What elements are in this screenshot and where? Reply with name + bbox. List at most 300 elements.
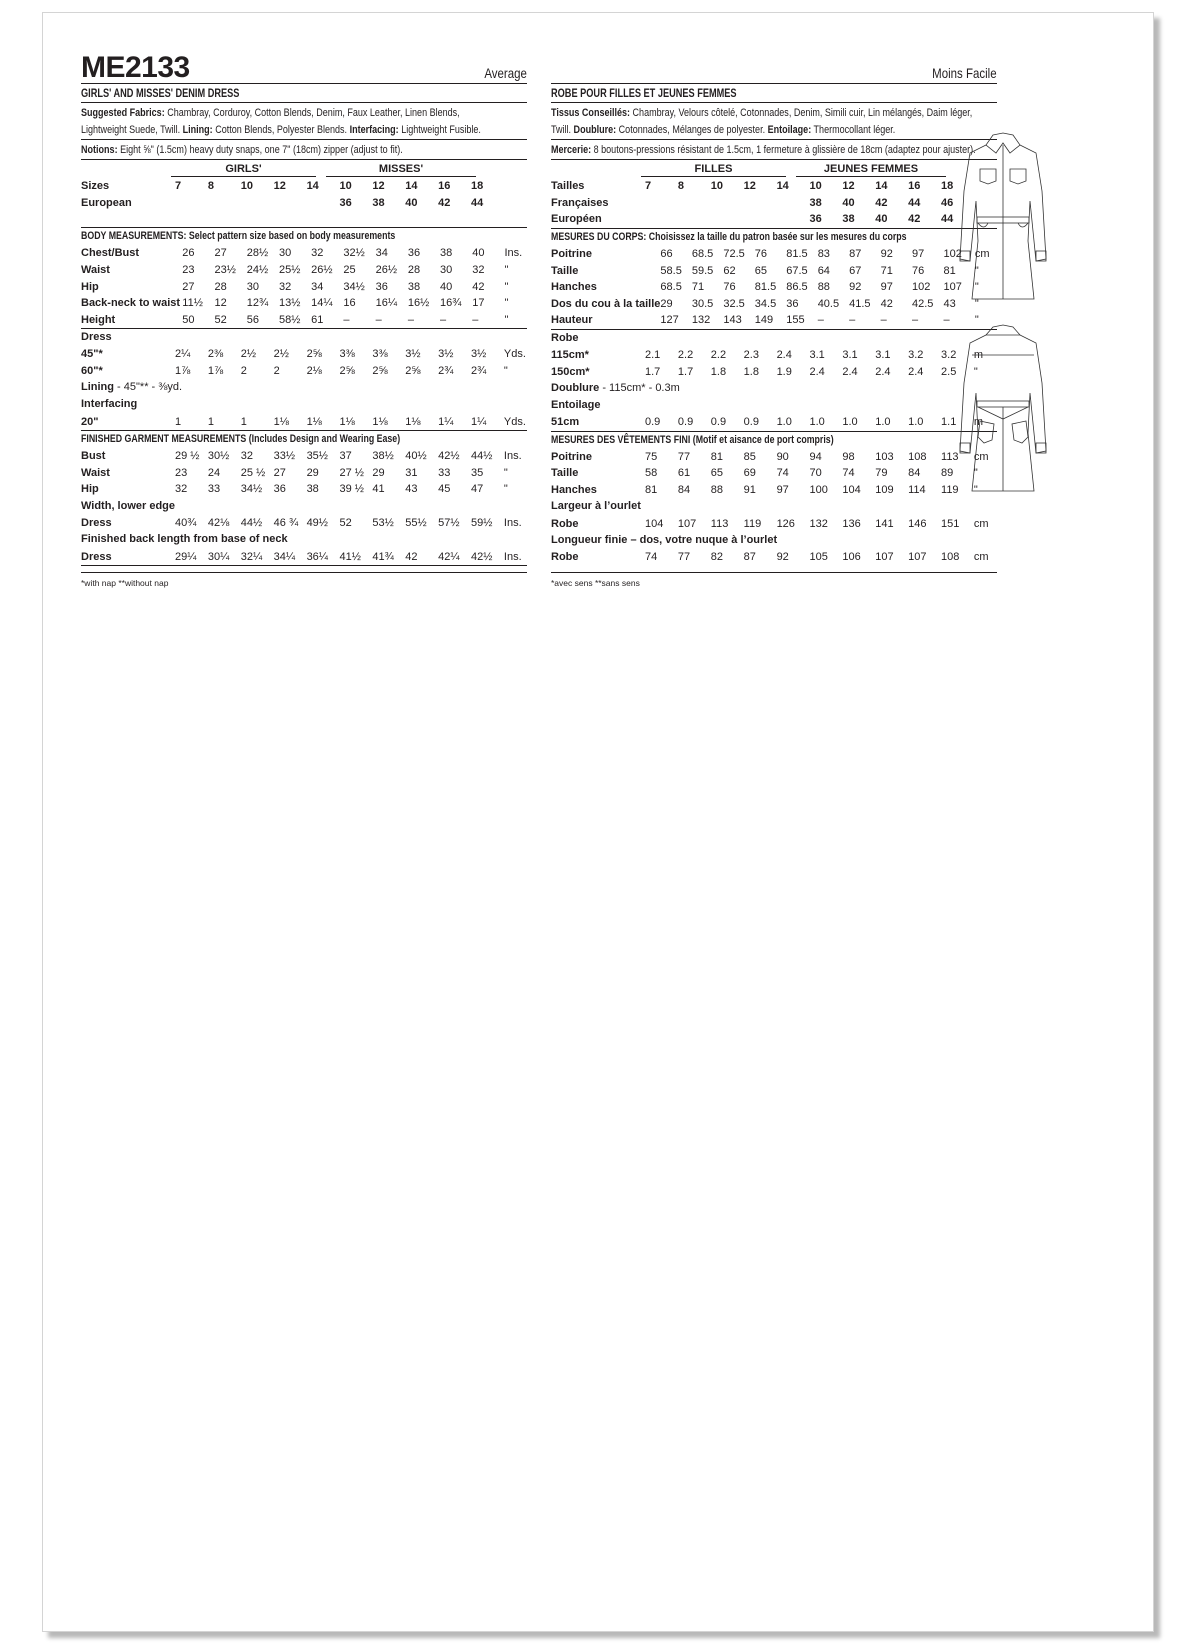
cell-value: 36¼ [306, 550, 328, 563]
group-jeunes-femmes: JEUNES FEMMES [796, 163, 946, 177]
cell-value: 33½ [273, 450, 296, 463]
cell-value: 98 [842, 450, 855, 463]
cell-value: 1.0 [776, 416, 792, 429]
dress-yardage-title-fr: Robe [551, 331, 579, 344]
cell-value: 107 [943, 281, 962, 294]
unit [504, 178, 527, 195]
cell-value: 42 [908, 213, 921, 226]
cell-value: 81 [710, 450, 724, 463]
cell-value [307, 195, 340, 212]
cell-value: 46 ¾ [273, 517, 299, 530]
cell-value: 44½ [240, 517, 263, 530]
interfacing-table [81, 413, 527, 431]
pattern-title: GIRLS' AND MISSES' DENIM DRESS [81, 84, 527, 103]
cell-value: 38 [809, 196, 822, 209]
cell-value: 102 [943, 248, 962, 261]
cell-value: 33 [207, 483, 221, 496]
cell-value: 31 [405, 466, 418, 479]
cell-value: 92 [776, 551, 789, 564]
cell-value: – [440, 313, 447, 326]
cell-value: 67 [849, 264, 862, 277]
cell-value: 72.5 [723, 248, 745, 261]
cell-value: 0.9 [677, 416, 694, 429]
cell-value: – [472, 313, 479, 326]
cell-value: 143 [723, 314, 742, 327]
cell-value: 40 [842, 196, 855, 209]
cell-value [678, 195, 711, 212]
cell-value: 28½ [246, 247, 269, 260]
unit: cm [973, 517, 989, 530]
cell-value: 86.5 [786, 281, 808, 294]
cell-value: 16½ [407, 297, 430, 310]
cell-value: – [943, 314, 950, 327]
cell-value: 13½ [278, 297, 301, 310]
cell-value: 103 [875, 450, 894, 463]
cell-value: 92 [880, 248, 893, 261]
cell-value: 36 [407, 247, 421, 260]
cell-value: 38 [372, 196, 385, 209]
sizes-table-fr [551, 178, 997, 229]
row-label: Hauteur [551, 314, 593, 327]
cell-value: 1⅛ [273, 415, 289, 428]
cell-value: 52 [339, 517, 352, 530]
unit: Ins. [504, 247, 523, 260]
table-row [551, 482, 997, 499]
cell-value: 2¼ [175, 348, 191, 361]
cell-value: 2⅛ [306, 365, 322, 378]
unit: " [503, 466, 508, 479]
cell-value: 119 [743, 517, 762, 530]
unit: " [504, 280, 509, 293]
cell-value: 24 [207, 466, 221, 479]
row-label: Dress [81, 550, 112, 563]
cell-value: – [912, 314, 919, 327]
cell-value: 65 [754, 264, 768, 277]
cell-value: 42 [438, 196, 451, 209]
table-row [551, 347, 997, 364]
unit: " [504, 297, 509, 310]
cell-value: 58.5 [660, 264, 682, 277]
cell-value [241, 195, 274, 212]
unit [504, 195, 527, 212]
cell-value: 1.0 [809, 416, 825, 429]
size-group-headers [81, 160, 527, 178]
dress-back-illustration [958, 323, 1048, 493]
cell-value: 1⅛ [339, 415, 355, 428]
cell-value: 1⅞ [175, 365, 191, 378]
cell-value: 119 [941, 484, 959, 497]
cell-value: 74 [776, 467, 789, 480]
cell-value: 36 [273, 483, 286, 496]
cell-value: 37 [339, 450, 352, 463]
cell-value: 47 [471, 483, 484, 496]
unit: cm [973, 551, 989, 564]
cell-value: 34.5 [754, 297, 777, 310]
cell-value: 16 [343, 297, 356, 310]
cell-value: 27 [273, 466, 286, 479]
row-label: 60"* [81, 365, 103, 378]
cell-value: 97 [776, 484, 789, 497]
cell-value [645, 195, 678, 212]
cell-value: 40 [875, 213, 888, 226]
table-row [551, 312, 997, 329]
cell-value [711, 195, 744, 212]
pattern-code: ME2133 [81, 51, 190, 84]
cell-value: 107 [908, 551, 927, 564]
cell-value [711, 211, 744, 228]
cell-value: 45 [438, 483, 451, 496]
cell-value: 34¼ [273, 550, 296, 563]
cell-value: 3.1 [809, 349, 825, 362]
cell-value: 23½ [214, 264, 236, 277]
cell-value: 81.5 [786, 248, 808, 261]
cell-value: 88 [710, 484, 724, 497]
row-label: Robe [551, 517, 579, 530]
cell-value: 42½ [438, 450, 460, 463]
unit: " [504, 264, 509, 277]
cell-value: 7 [175, 180, 182, 193]
cell-value: 32½ [343, 247, 365, 260]
cell-value: 2.3 [743, 349, 759, 362]
cell-value: 36 [786, 297, 799, 310]
header [81, 47, 527, 84]
cell-value: – [849, 314, 856, 327]
cell-value: 10 [240, 180, 254, 193]
unit: " [973, 467, 978, 480]
cell-value: 14¼ [311, 297, 333, 310]
cell-value: 97 [880, 281, 893, 294]
cell-value: 33 [438, 466, 451, 479]
cell-value: 34 [311, 280, 324, 293]
cell-value: 29¼ [175, 550, 197, 563]
cell-value: 34½ [343, 280, 365, 293]
cell-value: 29 [306, 466, 319, 479]
finished-measurements-title-fr: MESURES DES VÊTEMENTS FINI (Motif et aisance de port compris) [551, 433, 834, 446]
cell-value: 44½ [471, 450, 493, 463]
header-fr [551, 47, 997, 84]
cell-value: 29 [372, 466, 385, 479]
dress-yardage-title: Dress [81, 331, 112, 344]
cell-value: 1.9 [776, 365, 792, 378]
cell-value: 12 [214, 297, 227, 310]
cell-value: 2⅝ [372, 365, 388, 378]
cell-value: – [375, 313, 382, 326]
table-row [81, 312, 527, 329]
cell-value: 1.7 [645, 365, 661, 378]
row-label: Françaises [551, 196, 609, 209]
cell-value: 28 [214, 280, 227, 293]
cell-value: – [817, 314, 824, 327]
cell-value: 30.5 [691, 297, 714, 310]
row-label: European [81, 196, 132, 209]
dress-front-illustration [958, 131, 1048, 301]
difficulty-level-fr: Moins Facile [932, 65, 997, 81]
cell-value: 27 ½ [339, 466, 364, 479]
table-row [81, 448, 527, 465]
cell-value [678, 211, 711, 228]
cell-value: 2.1 [645, 349, 661, 362]
table-row [551, 449, 997, 466]
group-filles: FILLES [641, 163, 786, 177]
cell-value: – [880, 314, 887, 327]
cell-value: 76 [754, 248, 768, 261]
table-row [551, 279, 997, 296]
row-label: Sizes [81, 180, 110, 193]
table-row [551, 246, 997, 263]
cell-value: 30 [278, 247, 292, 260]
cell-value: 0.9 [710, 416, 727, 429]
cell-value: 126 [776, 517, 795, 530]
cell-value: 25 ½ [240, 466, 266, 479]
cell-value: 3⅜ [339, 348, 355, 361]
cell-value: 23 [182, 264, 195, 277]
cell-value: 42 [472, 280, 485, 293]
cell-value: 1.0 [842, 416, 858, 429]
cell-value: 1¼ [471, 415, 487, 428]
cell-value: 42 [405, 550, 418, 563]
cell-value: 8 [207, 180, 215, 193]
cell-value: 42 [880, 297, 893, 310]
cell-value: 0.9 [645, 416, 661, 429]
cell-value: 18 [471, 180, 484, 193]
cell-value: 32 [278, 280, 292, 293]
cell-value: 36 [375, 280, 388, 293]
cell-value: 104 [842, 484, 861, 497]
cell-value: 30 [246, 280, 259, 293]
cell-value: 32¼ [240, 550, 263, 563]
english-column [81, 47, 527, 588]
cell-value: 3½ [405, 348, 421, 361]
cell-value: 62 [723, 264, 736, 277]
cell-value: 94 [809, 450, 822, 463]
cell-value: 40 [440, 280, 453, 293]
cell-value: 113 [941, 450, 959, 463]
table-row [81, 515, 527, 532]
unit: Ins. [503, 550, 522, 563]
cell-value: 3.1 [875, 349, 891, 362]
cell-value: 1⅛ [405, 415, 421, 428]
cell-value: 149 [754, 314, 774, 327]
row-label: Back-neck to waist [81, 297, 181, 310]
cell-value: 14 [875, 180, 888, 193]
cell-value: 76 [723, 281, 736, 294]
cell-value: 61 [311, 313, 324, 326]
cell-value: 41 [372, 483, 385, 496]
cell-value: 1¼ [438, 415, 454, 428]
cell-value: 3⅜ [372, 348, 388, 361]
table-row [551, 178, 997, 195]
cell-value [274, 195, 307, 212]
cell-value: 16 [438, 180, 451, 193]
unit: " [974, 281, 979, 294]
cell-value: 100 [809, 484, 828, 497]
cell-value: 2¾ [471, 365, 487, 378]
cell-value: 2⅝ [339, 365, 355, 378]
cell-value: 38 [306, 483, 319, 496]
cell-value: 8 [677, 180, 685, 193]
unit: " [974, 297, 979, 310]
cell-value: 2½ [273, 348, 289, 361]
notions-paragraph: Notions: Eight ⅝" (1.5cm) heavy duty snaps, one 7" (18cm) zipper (adjust to fit). [81, 140, 527, 160]
cell-value: 10 [710, 180, 724, 193]
table-row [551, 296, 997, 313]
size-group-headers-fr [551, 160, 997, 178]
cell-value: 40 [472, 247, 485, 260]
cell-value: 44 [941, 213, 954, 226]
cell-value: 50 [182, 313, 195, 326]
cell-value: 14 [776, 180, 789, 193]
cell-value: 97 [912, 248, 925, 261]
table-row [81, 363, 527, 380]
cell-value: 66 [660, 248, 673, 261]
cell-value: 1 [240, 415, 247, 428]
cell-value: 25 [343, 264, 356, 277]
cell-value: 108 [908, 450, 927, 463]
row-label: Waist [81, 466, 110, 479]
row-label: 51cm [551, 416, 580, 429]
cell-value: 3.2 [941, 349, 957, 362]
cell-value: 28 [407, 264, 421, 277]
cell-value: 2.2 [677, 349, 694, 362]
cell-value: 127 [660, 314, 679, 327]
unit: " [974, 264, 979, 277]
table-row [81, 346, 527, 363]
cell-value: 59.5 [691, 264, 714, 277]
cell-value: 2 [273, 365, 280, 378]
cell-value: 59½ [471, 517, 493, 530]
unit: " [973, 365, 978, 378]
cell-value: 91 [743, 484, 756, 497]
row-label: Poitrine [551, 450, 592, 463]
cell-value: 132 [809, 517, 828, 530]
cell-value: 102 [912, 281, 931, 294]
cell-value: 107 [875, 551, 894, 564]
table-row [81, 481, 527, 498]
footnote-fr: *avec sens **sans sens [551, 577, 640, 588]
cell-value: 74 [842, 467, 855, 480]
cell-value: 30 [440, 264, 453, 277]
cell-value: 12¾ [246, 297, 269, 310]
cell-value: 141 [875, 517, 894, 530]
cell-value: 2.2 [710, 349, 727, 362]
pattern-title-fr: ROBE POUR FILLES ET JEUNES FEMMES [551, 84, 997, 103]
cell-value: 17 [472, 297, 485, 310]
unit: cm [974, 248, 990, 261]
fabrics-paragraph-fr: Tissus Conseillés: Chambray, Velours côtelé, Cotonnades, Denim, Simili cuir, Lin mélangés, Daim léger, Twill. Doublure: Cotonnades, Mélanges de polyester. Entoilage: Thermocollant léger. [551, 103, 997, 140]
row-label: 150cm* [551, 365, 590, 378]
width-table [81, 515, 527, 532]
cell-value [777, 195, 810, 212]
cell-value: 10 [809, 180, 822, 193]
cell-value: 2¾ [438, 365, 454, 378]
cell-value: 26 [182, 247, 195, 260]
row-label: Taille [551, 264, 579, 277]
row-label: Dos du cou à la taille [551, 297, 661, 310]
cell-value: 40.5 [817, 297, 840, 310]
row-label: Height [81, 313, 116, 326]
cell-value: 89 [941, 467, 954, 480]
length-table-fr [551, 549, 997, 566]
length-table [81, 548, 527, 566]
row-label: Hip [81, 483, 99, 496]
cell-value: 76 [912, 264, 925, 277]
cell-value: 1.0 [908, 416, 924, 429]
cell-value: 106 [842, 551, 861, 564]
table-row [81, 262, 527, 279]
cell-value: 1.8 [743, 365, 759, 378]
cell-value: 16¾ [440, 297, 462, 310]
cell-value: 41¾ [372, 550, 394, 563]
cell-value: 40½ [405, 450, 427, 463]
cell-value: 2⅝ [306, 348, 322, 361]
cell-value: 3½ [438, 348, 454, 361]
cell-value: 84 [677, 484, 691, 497]
cell-value: 87 [849, 248, 862, 261]
interfacing-title: Interfacing [81, 398, 138, 411]
row-label: 45"* [81, 348, 103, 361]
cell-value: 71 [880, 264, 893, 277]
cell-value: 40 [405, 196, 418, 209]
cell-value: 23 [175, 466, 188, 479]
cell-value: 41.5 [849, 297, 871, 310]
cell-value: 146 [908, 517, 927, 530]
cell-value: 34 [375, 247, 388, 260]
unit: " [503, 365, 508, 378]
table-row [81, 195, 527, 212]
cell-value: 69 [743, 467, 756, 480]
cell-value: 1.7 [677, 365, 694, 378]
row-label: 20" [81, 415, 99, 428]
cell-value: 12 [372, 180, 385, 193]
width-title-fr: Largeur à l’ourlet [551, 500, 641, 513]
table-row [551, 262, 997, 279]
cell-value: 65 [710, 467, 724, 480]
cell-value: 12 [273, 180, 286, 193]
cell-value: 74 [645, 551, 658, 564]
cell-value: 84 [908, 467, 921, 480]
table-row [551, 515, 997, 532]
table-row [81, 295, 527, 312]
cell-value: 25½ [278, 264, 301, 277]
cell-value: 82 [710, 551, 724, 564]
unit: Yds. [503, 415, 526, 428]
cell-value: 2½ [240, 348, 257, 361]
cell-value: 58½ [278, 313, 301, 326]
cell-value: 42½ [471, 550, 493, 563]
body-measurements-table-fr [551, 246, 997, 330]
cell-value: 36 [809, 213, 822, 226]
cell-value: 35½ [306, 450, 328, 463]
cell-value: 3½ [471, 348, 487, 361]
cell-value: 26½ [311, 264, 333, 277]
cell-value: 46 [941, 196, 954, 209]
length-title: Finished back length from base of neck [81, 533, 288, 546]
cell-value: 43 [943, 297, 956, 310]
cell-value: 136 [842, 517, 861, 530]
table-row [81, 465, 527, 482]
cell-value: 18 [941, 180, 954, 193]
cell-value: 12 [842, 180, 855, 193]
interfacing-title-fr: Entoilage [551, 398, 601, 411]
cell-value: 1⅛ [306, 415, 322, 428]
cell-value: 24½ [246, 264, 269, 277]
cell-value: 81.5 [754, 281, 777, 294]
table-row [81, 548, 527, 565]
cell-value: 26½ [375, 264, 398, 277]
cell-value: 87 [743, 551, 756, 564]
row-label: Waist [81, 264, 110, 277]
cell-value: 27 [182, 280, 195, 293]
